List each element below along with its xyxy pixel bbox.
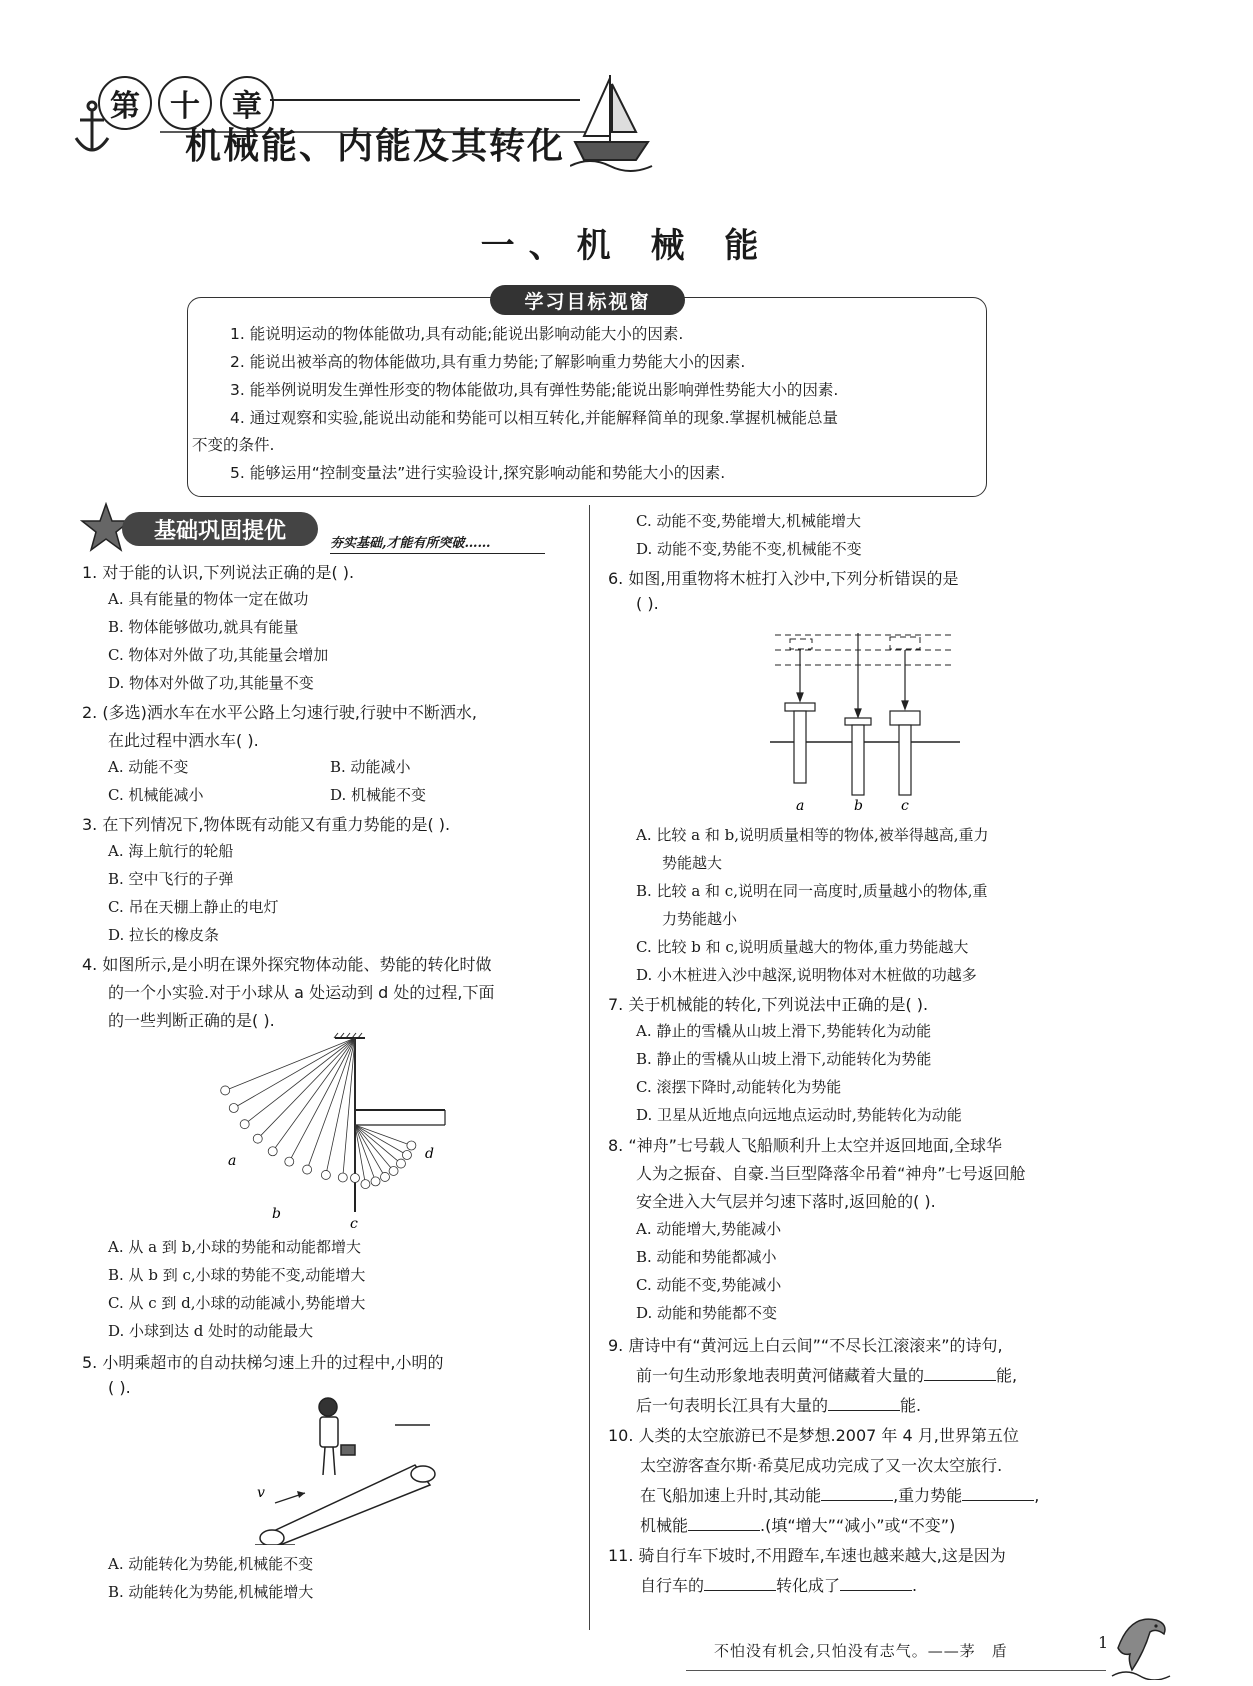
question-2-cont: 在此过程中洒水车( ). xyxy=(108,731,259,750)
option: D. 动能和势能都不变 xyxy=(636,1304,778,1322)
option: C. 动能不变,势能减小 xyxy=(636,1276,782,1294)
label-a: a xyxy=(796,798,805,814)
chapter-title: 机械能、内能及其转化 xyxy=(185,126,566,167)
pendulum-ball xyxy=(285,1157,294,1166)
question-10: 10. 人类的太空旅游已不是梦想.2007 年 4 月,世界第五位 xyxy=(608,1426,1019,1445)
stakes-figure xyxy=(770,625,970,815)
question-4: 4. 如图所示,是小明在课外探究物体动能、势能的转化时做 xyxy=(82,955,492,974)
option: C. 比较 b 和 c,说明质量越大的物体,重力势能越大 xyxy=(636,938,969,956)
q10-text: .(填“增大”“减小”或“不变”) xyxy=(760,1516,956,1535)
pendulum-string xyxy=(343,1038,355,1177)
goal-line: 不变的条件. xyxy=(192,436,275,454)
escalator-figure xyxy=(245,1395,445,1545)
option: D. 动能不变,势能不变,机械能不变 xyxy=(636,540,862,558)
pendulum-ball xyxy=(303,1165,312,1174)
pendulum-ball xyxy=(361,1180,370,1189)
pendulum-ball xyxy=(402,1151,411,1160)
column-divider xyxy=(589,505,590,1630)
q9-text: 能. xyxy=(900,1396,922,1415)
pendulum-ball xyxy=(221,1086,230,1095)
question-6: 6. 如图,用重物将木桩打入沙中,下列分析错误的是 xyxy=(608,569,959,588)
goal-line: 4. 通过观察和实验,能说出动能和势能可以相互转化,并能解释简单的现象.掌握机械能总量 xyxy=(230,409,838,427)
option: C. 滚摆下降时,动能转化为势能 xyxy=(636,1078,842,1096)
pendulum-string xyxy=(258,1038,355,1139)
question-5: 5. 小明乘超市的自动扶梯匀速上升的过程中,小明的 xyxy=(82,1353,444,1372)
question-1: 1. 对于能的认识,下列说法正确的是( ). xyxy=(82,563,355,582)
label-d: d xyxy=(425,1146,434,1162)
pendulum-ball xyxy=(389,1166,398,1175)
option: D. 小球到达 d 处时的动能最大 xyxy=(108,1322,314,1340)
option-cont: 力势能越小 xyxy=(662,910,738,928)
section-title: 一、机 械 能 xyxy=(480,226,773,266)
q10-text: 在飞船加速上升时,其动能 xyxy=(640,1486,822,1505)
pendulum-ball xyxy=(268,1147,277,1156)
pendulum-ball xyxy=(381,1172,390,1181)
option: A. 海上航行的轮船 xyxy=(108,842,234,860)
pendulum-ball xyxy=(229,1104,238,1113)
option: C. 吊在天棚上静止的电灯 xyxy=(108,898,279,916)
answer-blank[interactable] xyxy=(924,1366,996,1381)
option: A. 动能不变 xyxy=(108,758,189,776)
question-11-line2 xyxy=(640,1573,917,1596)
option: A. 动能增大,势能减小 xyxy=(636,1220,782,1238)
question-3: 3. 在下列情况下,物体既有动能又有重力势能的是( ). xyxy=(82,815,451,834)
section-banner-subtitle: 夯实基础,才能有所突破…… xyxy=(330,532,545,554)
question-4-cont: 的一些判断正确的是( ). xyxy=(108,1011,275,1030)
sailboat-icon xyxy=(570,70,655,175)
pendulum-string xyxy=(355,1125,407,1155)
question-9-line3 xyxy=(636,1393,921,1416)
question-8-cont: 人为之振奋、自豪.当巨型降落伞吊着“神舟”七号返回舱 xyxy=(636,1164,1026,1183)
option: B. 动能转化为势能,机械能增大 xyxy=(108,1583,314,1601)
footer-motto: 不怕没有机会,只怕没有志气。——茅 盾 xyxy=(714,1642,1008,1660)
question-10-line3 xyxy=(640,1483,1039,1506)
dolphin-icon xyxy=(1110,1610,1172,1680)
label-b: b xyxy=(854,798,863,814)
q11-text: 自行车的 xyxy=(640,1576,705,1595)
question-5-cont: ( ). xyxy=(108,1378,131,1397)
option: B. 空中飞行的子弹 xyxy=(108,870,234,888)
option: C. 物体对外做了功,其能量会增加 xyxy=(108,646,329,664)
option: C. 机械能减小 xyxy=(108,786,204,804)
option: D. 拉长的橡皮条 xyxy=(108,926,220,944)
pendulum-ball xyxy=(396,1159,405,1168)
pendulum-ball xyxy=(407,1141,416,1150)
goal-line: 5. 能够运用“控制变量法”进行实验设计,探究影响动能和势能大小的因素. xyxy=(230,464,726,482)
label-a: a xyxy=(228,1153,237,1169)
option-cont: 势能越大 xyxy=(662,854,723,872)
option: D. 机械能不变 xyxy=(330,786,427,804)
option: A. 具有能量的物体一定在做功 xyxy=(108,590,309,608)
option: B. 物体能够做功,就具有能量 xyxy=(108,618,299,636)
question-4-cont: 的一个小实验.对于小球从 a 处运动到 d 处的过程,下面 xyxy=(108,983,495,1002)
option: A. 从 a 到 b,小球的势能和动能都增大 xyxy=(108,1238,361,1256)
option: C. 动能不变,势能增大,机械能增大 xyxy=(636,512,862,530)
pendulum-ball xyxy=(253,1134,262,1143)
q10-text: , xyxy=(1034,1486,1040,1505)
label-c: c xyxy=(901,798,909,814)
answer-blank[interactable] xyxy=(828,1396,900,1411)
page-number: 1 xyxy=(1098,1633,1109,1652)
pendulum-figure xyxy=(220,1030,460,1230)
pendulum-ball xyxy=(240,1120,249,1129)
question-8: 8. “神舟”七号载人飞船顺利升上太空并返回地面,全球华 xyxy=(608,1136,1003,1155)
chapter-char-2: 十 xyxy=(158,76,212,130)
option: B. 从 b 到 c,小球的势能不变,动能增大 xyxy=(108,1266,366,1284)
anchor-icon xyxy=(76,102,108,150)
pendulum-string xyxy=(245,1038,355,1124)
q11-text: 转化成了 xyxy=(776,1576,841,1595)
option: B. 比较 a 和 c,说明在同一高度时,质量越小的物体,重 xyxy=(636,882,988,900)
answer-blank[interactable] xyxy=(688,1516,760,1531)
answer-blank[interactable] xyxy=(962,1486,1034,1501)
velocity-label: v xyxy=(257,1485,265,1501)
q11-text: . xyxy=(912,1576,918,1595)
option: A. 比较 a 和 b,说明质量相等的物体,被举得越高,重力 xyxy=(636,826,989,844)
goal-line: 3. 能举例说明发生弹性形变的物体能做功,具有弹性势能;能说出影响弹性势能大小的因素. xyxy=(230,381,839,399)
label-c: c xyxy=(350,1216,358,1230)
q10-text: 机械能 xyxy=(640,1516,689,1535)
pendulum-ball xyxy=(321,1170,330,1179)
option: D. 物体对外做了功,其能量不变 xyxy=(108,674,314,692)
option: B. 动能和势能都减小 xyxy=(636,1248,777,1266)
option: A. 静止的雪橇从山坡上滑下,势能转化为动能 xyxy=(636,1022,932,1040)
question-8-cont: 安全进入大气层并匀速下落时,返回舱的( ). xyxy=(636,1192,936,1211)
pendulum-ball xyxy=(338,1173,347,1182)
option: C. 从 c 到 d,小球的动能减小,势能增大 xyxy=(108,1294,366,1312)
question-2: 2. (多选)洒水车在水平公路上匀速行驶,行驶中不断洒水, xyxy=(82,703,478,722)
pendulum-ball xyxy=(351,1174,360,1183)
chapter-char-3: 章 xyxy=(220,76,274,130)
q9-text: 前一句生动形象地表明黄河储藏着大量的 xyxy=(636,1366,925,1385)
option: A. 动能转化为势能,机械能不变 xyxy=(108,1555,314,1573)
answer-blank[interactable] xyxy=(821,1486,893,1501)
q9-text: 后一句表明长江具有大量的 xyxy=(636,1396,829,1415)
question-6-cont: ( ). xyxy=(636,594,659,613)
option: B. 静止的雪橇从山坡上滑下,动能转化为势能 xyxy=(636,1050,932,1068)
option: D. 卫星从近地点向远地点运动时,势能转化为动能 xyxy=(636,1106,962,1124)
question-11: 11. 骑自行车下坡时,不用蹬车,车速也越来越大,这是因为 xyxy=(608,1546,1006,1565)
learning-goals-badge: 学习目标视窗 xyxy=(490,285,685,315)
q10-text: ,重力势能 xyxy=(893,1486,963,1505)
label-b: b xyxy=(272,1206,281,1222)
question-10-line2: 太空游客查尔斯·希莫尼成功完成了又一次太空旅行. xyxy=(640,1456,1003,1475)
goal-line: 1. 能说明运动的物体能做功,具有动能;能说出影响动能大小的因素. xyxy=(230,325,684,343)
goal-line: 2. 能说出被举高的物体能做功,具有重力势能;了解影响重力势能大小的因素. xyxy=(230,353,746,371)
answer-blank[interactable] xyxy=(840,1576,912,1591)
section-banner: 基础巩固提优 xyxy=(122,512,318,546)
chapter-char-1: 第 xyxy=(98,76,152,130)
question-9-line2 xyxy=(636,1363,1017,1386)
answer-blank[interactable] xyxy=(704,1576,776,1591)
q9-text: 能, xyxy=(996,1366,1018,1385)
pendulum-ball xyxy=(371,1177,380,1186)
question-10-line4 xyxy=(640,1513,955,1536)
option: B. 动能减小 xyxy=(330,758,411,776)
question-9: 9. 唐诗中有“黄河远上白云间”“不尽长江滚滚来”的诗句, xyxy=(608,1336,1003,1355)
footer-rule xyxy=(686,1670,1106,1671)
question-7: 7. 关于机械能的转化,下列说法中正确的是( ). xyxy=(608,995,929,1014)
option: D. 小木桩进入沙中越深,说明物体对木桩做的功越多 xyxy=(636,966,977,984)
